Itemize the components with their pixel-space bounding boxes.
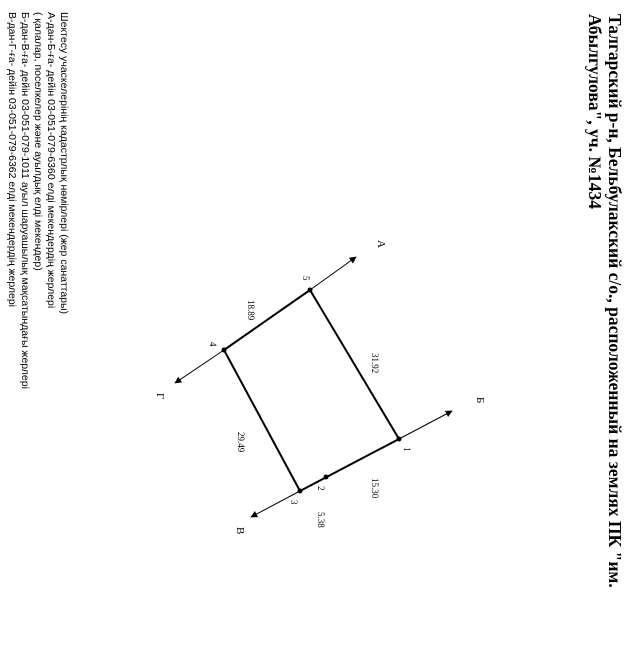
legend-line-b-v: Б-дан-В-ға- дейін 03-051-079-1011 ауыл шаруашылық мақсатындағы жерлері: [19, 12, 31, 389]
boundary-side-5-1: [310, 290, 399, 439]
point-2-label: 2: [316, 486, 326, 491]
point-1-label: 1: [402, 447, 412, 452]
plot-title-line-2: Абылгулова", уч. №1434: [585, 14, 605, 209]
neighbor-b-label: Б: [474, 397, 486, 404]
point-4-label: 4: [208, 342, 218, 347]
point-1-marker: [397, 437, 402, 442]
length-side-5-1: 31.92: [370, 353, 380, 374]
legend-line-a-b-note: ( қалалар, поселкелер және ауылдық елді мекендер): [32, 12, 44, 271]
point-2-marker: [324, 475, 329, 480]
boundary-side-1-3: [300, 439, 399, 491]
point-3-marker: [298, 489, 303, 494]
boundary-side-3-4: [224, 350, 300, 491]
arrow-to-b: [399, 411, 452, 439]
point-5-marker: [308, 288, 313, 293]
length-side-1-2: 15.30: [370, 478, 380, 499]
legend-line-a-b: А-дан-Б-ға- дейін 03-051-079-6360 елді мекендердің жерлері: [45, 12, 57, 309]
legend-heading: Шектесу учаскелерінің кадастрлық нөмірлері (жер санаттары): [58, 12, 70, 315]
length-side-4-5: 18.89: [246, 300, 256, 321]
length-side-3-4: 29.49: [236, 432, 246, 453]
legend-line-v-g: В-дан-Г-ға- дейін 03-051-079-6362 елді мекендердің жерлері: [6, 12, 18, 308]
neighbor-v-label: В: [234, 527, 246, 535]
point-5-label: 5: [301, 276, 311, 281]
arrow-to-g: [175, 350, 224, 383]
arrow-to-a: [310, 257, 356, 290]
neighbor-g-label: Г: [154, 393, 166, 400]
point-4-marker: [222, 348, 227, 353]
boundary-side-4-5: [224, 290, 310, 350]
neighbor-a-label: А: [375, 240, 387, 248]
point-3-label: 3: [289, 500, 299, 505]
length-side-2-3: 5.38: [316, 512, 326, 528]
plot-title-line-1: Талгарский р-н, Бельбулакский с/о., расположенный на землях ПК "им.: [605, 14, 625, 588]
